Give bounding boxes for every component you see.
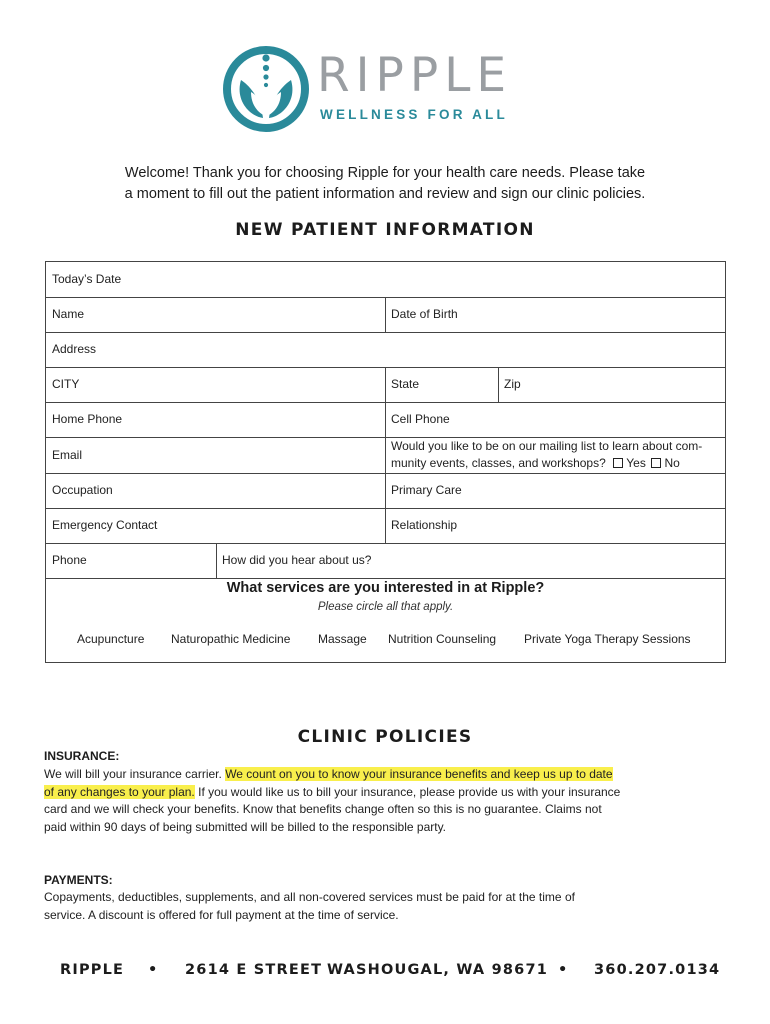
welcome-line-2: a moment to fill out the patient information and review and sign our clinic policies.	[124, 186, 646, 202]
city-field[interactable]: CITY	[52, 377, 80, 391]
brand-name: RIPPLE	[317, 48, 513, 103]
mailing-list-line-2	[391, 455, 725, 472]
emergency-contact-field[interactable]: Emergency Contact	[52, 518, 158, 532]
patient-info-title: NEW PATIENT INFORMATION	[235, 220, 535, 240]
phone-field[interactable]: Phone	[52, 553, 87, 567]
welcome-line-1: Welcome! Thank you for choosing Ripple for your health care needs. Please take	[124, 165, 646, 181]
footer-street: 2614 E STREET	[185, 962, 323, 978]
name-field[interactable]: Name	[52, 307, 85, 321]
insurance-text	[44, 766, 624, 836]
insurance-heading: INSURANCE:	[44, 749, 120, 763]
welcome-message	[60, 163, 710, 205]
no-checkbox[interactable]	[651, 458, 661, 468]
mailing-list-text: munity events, classes, and workshops?	[391, 456, 606, 470]
how-heard-field[interactable]: How did you hear about us?	[222, 553, 372, 567]
service-naturopathic-medicine[interactable]: Naturopathic Medicine	[171, 632, 291, 646]
services-subtitle: Please circle all that apply.	[317, 601, 454, 613]
address-field[interactable]: Address	[52, 342, 97, 356]
footer-bullet: •	[558, 962, 569, 978]
date-of-birth-field[interactable]: Date of Birth	[391, 307, 458, 321]
service-nutrition-counseling[interactable]: Nutrition Counseling	[388, 632, 497, 646]
row-divider	[46, 578, 725, 579]
zip-field[interactable]: Zip	[504, 377, 521, 391]
services-title: What services are you interested in at Ripple?	[226, 580, 545, 596]
footer-bullet: •	[148, 962, 159, 978]
yes-checkbox[interactable]	[613, 458, 623, 468]
yes-label: Yes	[626, 456, 646, 470]
payments-text: Copayments, deductibles, supplements, and all non-covered services must be paid for at the time of service. A discount is offered for full payment at the time of service.	[44, 890, 575, 922]
service-massage[interactable]: Massage	[318, 632, 367, 646]
service-acupuncture[interactable]: Acupuncture	[77, 632, 145, 646]
payments-heading: PAYMENTS:	[44, 873, 113, 887]
ripple-logo-icon	[221, 44, 311, 134]
footer-phone: 360.207.0134	[594, 962, 721, 978]
relationship-field[interactable]: Relationship	[391, 518, 458, 532]
occupation-field[interactable]: Occupation	[52, 483, 113, 497]
ripple-logo	[221, 44, 551, 134]
brand-tagline: WELLNESS FOR ALL	[320, 107, 508, 122]
clinic-policies-title: CLINIC POLICIES	[297, 727, 473, 747]
insurance-text-intro: We will bill your insurance carrier.	[44, 767, 222, 781]
footer-name: RIPPLE	[60, 962, 125, 978]
mailing-list-question	[385, 437, 725, 473]
footer	[0, 962, 770, 984]
footer-city: WASHOUGAL, WA 98671	[327, 962, 549, 978]
service-yoga-therapy[interactable]: Private Yoga Therapy Sessions	[524, 632, 691, 646]
todays-date-field[interactable]: Today’s Date	[52, 272, 122, 286]
state-field[interactable]: State	[391, 377, 420, 391]
home-phone-field[interactable]: Home Phone	[52, 412, 123, 426]
cell-phone-field[interactable]: Cell Phone	[391, 412, 450, 426]
mailing-list-line-1: Would you like to be on our mailing list to learn about com-	[391, 439, 703, 453]
insurance-highlight: We count on you to know your insurance benefits and keep us up to date of any changes to your plan.	[44, 767, 613, 799]
no-label: No	[664, 456, 680, 470]
insurance-text-details: If you would like us to bill your insurance, please provide us with your insurance card and we will check your benefits. Know that benefits change often so this is no guarantee. Claims not paid within 90 days of being submitted will be billed to the responsible party.	[44, 784, 621, 834]
patient-info-form	[45, 261, 726, 663]
email-field[interactable]: Email	[52, 447, 83, 462]
primary-care-field[interactable]: Primary Care	[391, 483, 462, 497]
